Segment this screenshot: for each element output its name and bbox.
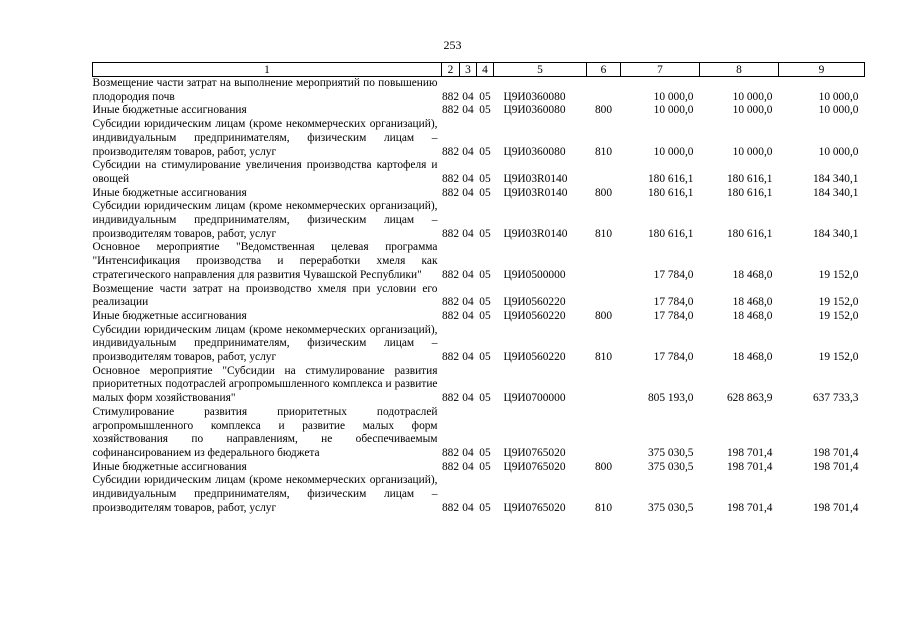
row-value-2: 10 000,0	[732, 145, 773, 158]
row-code: Ц9И0560220	[503, 309, 566, 322]
row-name: Стимулирование развития приоритетных подотраслей агропромышленного комплекса и развитие малых форм хозяйствования по направлениям, не обеспечиваемым софинансированием из федерального бюджета	[92, 405, 438, 459]
row-pr: 05	[479, 351, 491, 364]
row-vr: 810	[594, 145, 613, 158]
row-value-3: 19 152,0	[818, 309, 859, 322]
header-cell-7: 7	[621, 63, 700, 77]
row-value-3: 198 701,4	[812, 501, 859, 514]
row-value-3: 19 152,0	[818, 296, 859, 309]
row-value-2: 10 000,0	[732, 90, 773, 103]
row-name: Возмещение части затрат на выполнение мероприятий по повышению плодородия почв	[92, 77, 438, 103]
row-value-1: 375 030,5	[647, 501, 694, 514]
row-pr: 05	[479, 172, 491, 185]
table-row	[93, 474, 865, 515]
row-vr: 800	[594, 104, 613, 117]
row-name: Основное мероприятие "Субсидии на стимулирование развития приоритетных подотраслей агропромышленного комплекса и развитие малых форм хозяйствования"	[92, 364, 438, 405]
row-name: Субсидии юридическим лицам (кроме некоммерческих организаций), индивидуальным предпринимателям, физическим лицам – производителям товаров, работ, услуг	[92, 118, 438, 158]
row-value-1: 17 784,0	[653, 351, 694, 364]
row-value-3: 10 000,0	[818, 145, 859, 158]
row-value-1: 17 784,0	[653, 296, 694, 309]
row-value-3: 198 701,4	[812, 460, 859, 473]
row-value-2: 198 701,4	[726, 446, 773, 459]
row-vr	[587, 365, 621, 406]
header-cell-3: 3	[460, 63, 477, 77]
row-name: Субсидии юридическим лицам (кроме некоммерческих организаций), индивидуальным предпринимателям, физическим лицам – производителям товаров, работ, услуг	[92, 474, 438, 514]
row-name: Субсидии на стимулирование увеличения производства картофеля и овощей	[92, 159, 438, 185]
row-value-2: 198 701,4	[726, 501, 773, 514]
row-name: Иные бюджетные ассигнования	[92, 460, 247, 473]
row-name: Основное мероприятие "Ведомственная целевая программа "Интенсификация производства и переработки хмеля как стратегического направления для развития Чувашской Республики"	[92, 241, 438, 281]
row-value-1: 180 616,1	[647, 172, 694, 185]
table-body	[93, 77, 865, 516]
row-value-3: 19 152,0	[818, 351, 859, 364]
table-row	[93, 187, 865, 201]
row-pr: 05	[479, 145, 491, 158]
row-vr: 810	[594, 351, 613, 364]
row-value-3: 637 733,3	[812, 392, 859, 405]
row-rz: 04	[462, 309, 474, 322]
table-row	[93, 365, 865, 406]
row-value-1: 10 000,0	[653, 104, 694, 117]
row-gr: 882	[441, 227, 460, 240]
row-vr	[587, 241, 621, 282]
row-rz: 04	[462, 227, 474, 240]
row-name: Иные бюджетные ассигнования	[92, 186, 247, 199]
row-rz: 04	[462, 460, 474, 473]
row-pr: 05	[479, 309, 491, 322]
row-vr: 800	[594, 309, 613, 322]
budget-table	[92, 62, 865, 516]
row-vr	[587, 159, 621, 186]
row-name: Возмещение части затрат на производство хмеля при условии его реализации	[92, 282, 438, 309]
row-value-2: 18 468,0	[732, 268, 773, 281]
row-value-1: 17 784,0	[653, 309, 694, 322]
row-gr: 882	[441, 460, 460, 473]
row-code: Ц9И0765020	[503, 501, 566, 514]
table-row	[93, 283, 865, 310]
row-name: Субсидии юридическим лицам (кроме некоммерческих организаций), индивидуальным предпринимателям, физическим лицам – производителям товаров, работ, услуг	[92, 323, 438, 364]
row-vr	[587, 406, 621, 461]
row-gr: 882	[441, 172, 460, 185]
row-value-2: 628 863,9	[726, 392, 773, 405]
header-cell-5: 5	[494, 63, 587, 77]
row-value-1: 805 193,0	[647, 392, 694, 405]
row-value-2: 18 468,0	[732, 309, 773, 322]
row-code: Ц9И03R0140	[503, 227, 568, 240]
row-code: Ц9И0765020	[503, 446, 566, 459]
row-gr: 882	[441, 351, 460, 364]
table-row	[93, 310, 865, 324]
page-number: 253	[443, 38, 462, 52]
row-gr: 882	[441, 392, 460, 405]
row-rz: 04	[462, 268, 474, 281]
header-cell-4: 4	[477, 63, 494, 77]
row-value-3: 10 000,0	[818, 104, 859, 117]
row-rz: 04	[462, 172, 474, 185]
header-cell-6: 6	[587, 63, 621, 77]
row-name: Иные бюджетные ассигнования	[92, 309, 247, 322]
row-value-2: 18 468,0	[732, 351, 773, 364]
row-pr: 05	[479, 501, 491, 514]
row-rz: 04	[462, 90, 474, 103]
table-row	[93, 200, 865, 241]
row-gr: 882	[441, 296, 460, 309]
row-value-2: 18 468,0	[732, 296, 773, 309]
row-value-1: 375 030,5	[647, 446, 694, 459]
row-value-1: 17 784,0	[653, 268, 694, 281]
row-vr	[587, 77, 621, 105]
row-code: Ц9И0360080	[503, 90, 566, 103]
row-vr	[587, 283, 621, 310]
row-pr: 05	[479, 90, 491, 103]
row-code: Ц9И0700000	[503, 392, 566, 405]
row-rz: 04	[462, 145, 474, 158]
row-value-3: 184 340,1	[812, 186, 859, 199]
row-gr: 882	[441, 446, 460, 459]
table-row	[93, 118, 865, 159]
table-row	[93, 406, 865, 461]
row-gr: 882	[441, 268, 460, 281]
row-rz: 04	[462, 351, 474, 364]
row-gr: 882	[441, 501, 460, 514]
row-pr: 05	[479, 186, 491, 199]
row-value-1: 10 000,0	[653, 90, 694, 103]
row-gr: 882	[441, 104, 460, 117]
row-pr: 05	[479, 460, 491, 473]
table-row	[93, 241, 865, 282]
row-rz: 04	[462, 446, 474, 459]
row-pr: 05	[479, 104, 491, 117]
row-vr: 810	[594, 227, 613, 240]
row-gr: 882	[441, 90, 460, 103]
row-value-2: 180 616,1	[726, 227, 773, 240]
table-row	[93, 461, 865, 475]
row-code: Ц9И0360080	[503, 104, 566, 117]
row-name: Субсидии юридическим лицам (кроме некоммерческих организаций), индивидуальным предпринимателям, физическим лицам – производителям товаров, работ, услуг	[92, 200, 438, 240]
row-code: Ц9И0500000	[503, 268, 566, 281]
header-cell-9: 9	[779, 63, 865, 77]
row-vr: 800	[594, 186, 613, 199]
row-pr: 05	[479, 392, 491, 405]
row-value-2: 198 701,4	[726, 460, 773, 473]
row-pr: 05	[479, 446, 491, 459]
row-code: Ц9И0765020	[503, 460, 566, 473]
row-rz: 04	[462, 296, 474, 309]
row-vr: 800	[594, 460, 613, 473]
row-rz: 04	[462, 186, 474, 199]
table-row	[93, 104, 865, 118]
row-code: Ц9И0360080	[503, 145, 566, 158]
header-row	[93, 63, 865, 77]
row-code: Ц9И03R0140	[503, 186, 568, 199]
row-gr: 882	[441, 186, 460, 199]
row-rz: 04	[462, 104, 474, 117]
row-rz: 04	[462, 501, 474, 514]
row-rz: 04	[462, 392, 474, 405]
row-gr: 882	[441, 309, 460, 322]
header-cell-2: 2	[442, 63, 460, 77]
row-value-2: 180 616,1	[726, 186, 773, 199]
row-name: Иные бюджетные ассигнования	[92, 104, 247, 117]
row-value-2: 10 000,0	[732, 104, 773, 117]
table-row	[93, 324, 865, 365]
row-value-3: 198 701,4	[812, 446, 859, 459]
row-value-3: 184 340,1	[812, 227, 859, 240]
row-vr: 810	[594, 501, 613, 514]
row-value-2: 180 616,1	[726, 172, 773, 185]
row-value-1: 180 616,1	[647, 186, 694, 199]
row-pr: 05	[479, 296, 491, 309]
row-code: Ц9И0560220	[503, 351, 566, 364]
row-gr: 882	[441, 145, 460, 158]
row-value-3: 184 340,1	[812, 172, 859, 185]
row-value-1: 375 030,5	[647, 460, 694, 473]
row-value-1: 10 000,0	[653, 145, 694, 158]
header-cell-1: 1	[93, 63, 442, 77]
table-row	[93, 77, 865, 105]
table-row	[93, 159, 865, 186]
row-pr: 05	[479, 268, 491, 281]
row-value-3: 10 000,0	[818, 90, 859, 103]
row-value-3: 19 152,0	[818, 268, 859, 281]
header-cell-8: 8	[700, 63, 779, 77]
row-code: Ц9И03R0140	[503, 172, 568, 185]
row-value-1: 180 616,1	[647, 227, 694, 240]
row-pr: 05	[479, 227, 491, 240]
row-code: Ц9И0560220	[503, 296, 566, 309]
